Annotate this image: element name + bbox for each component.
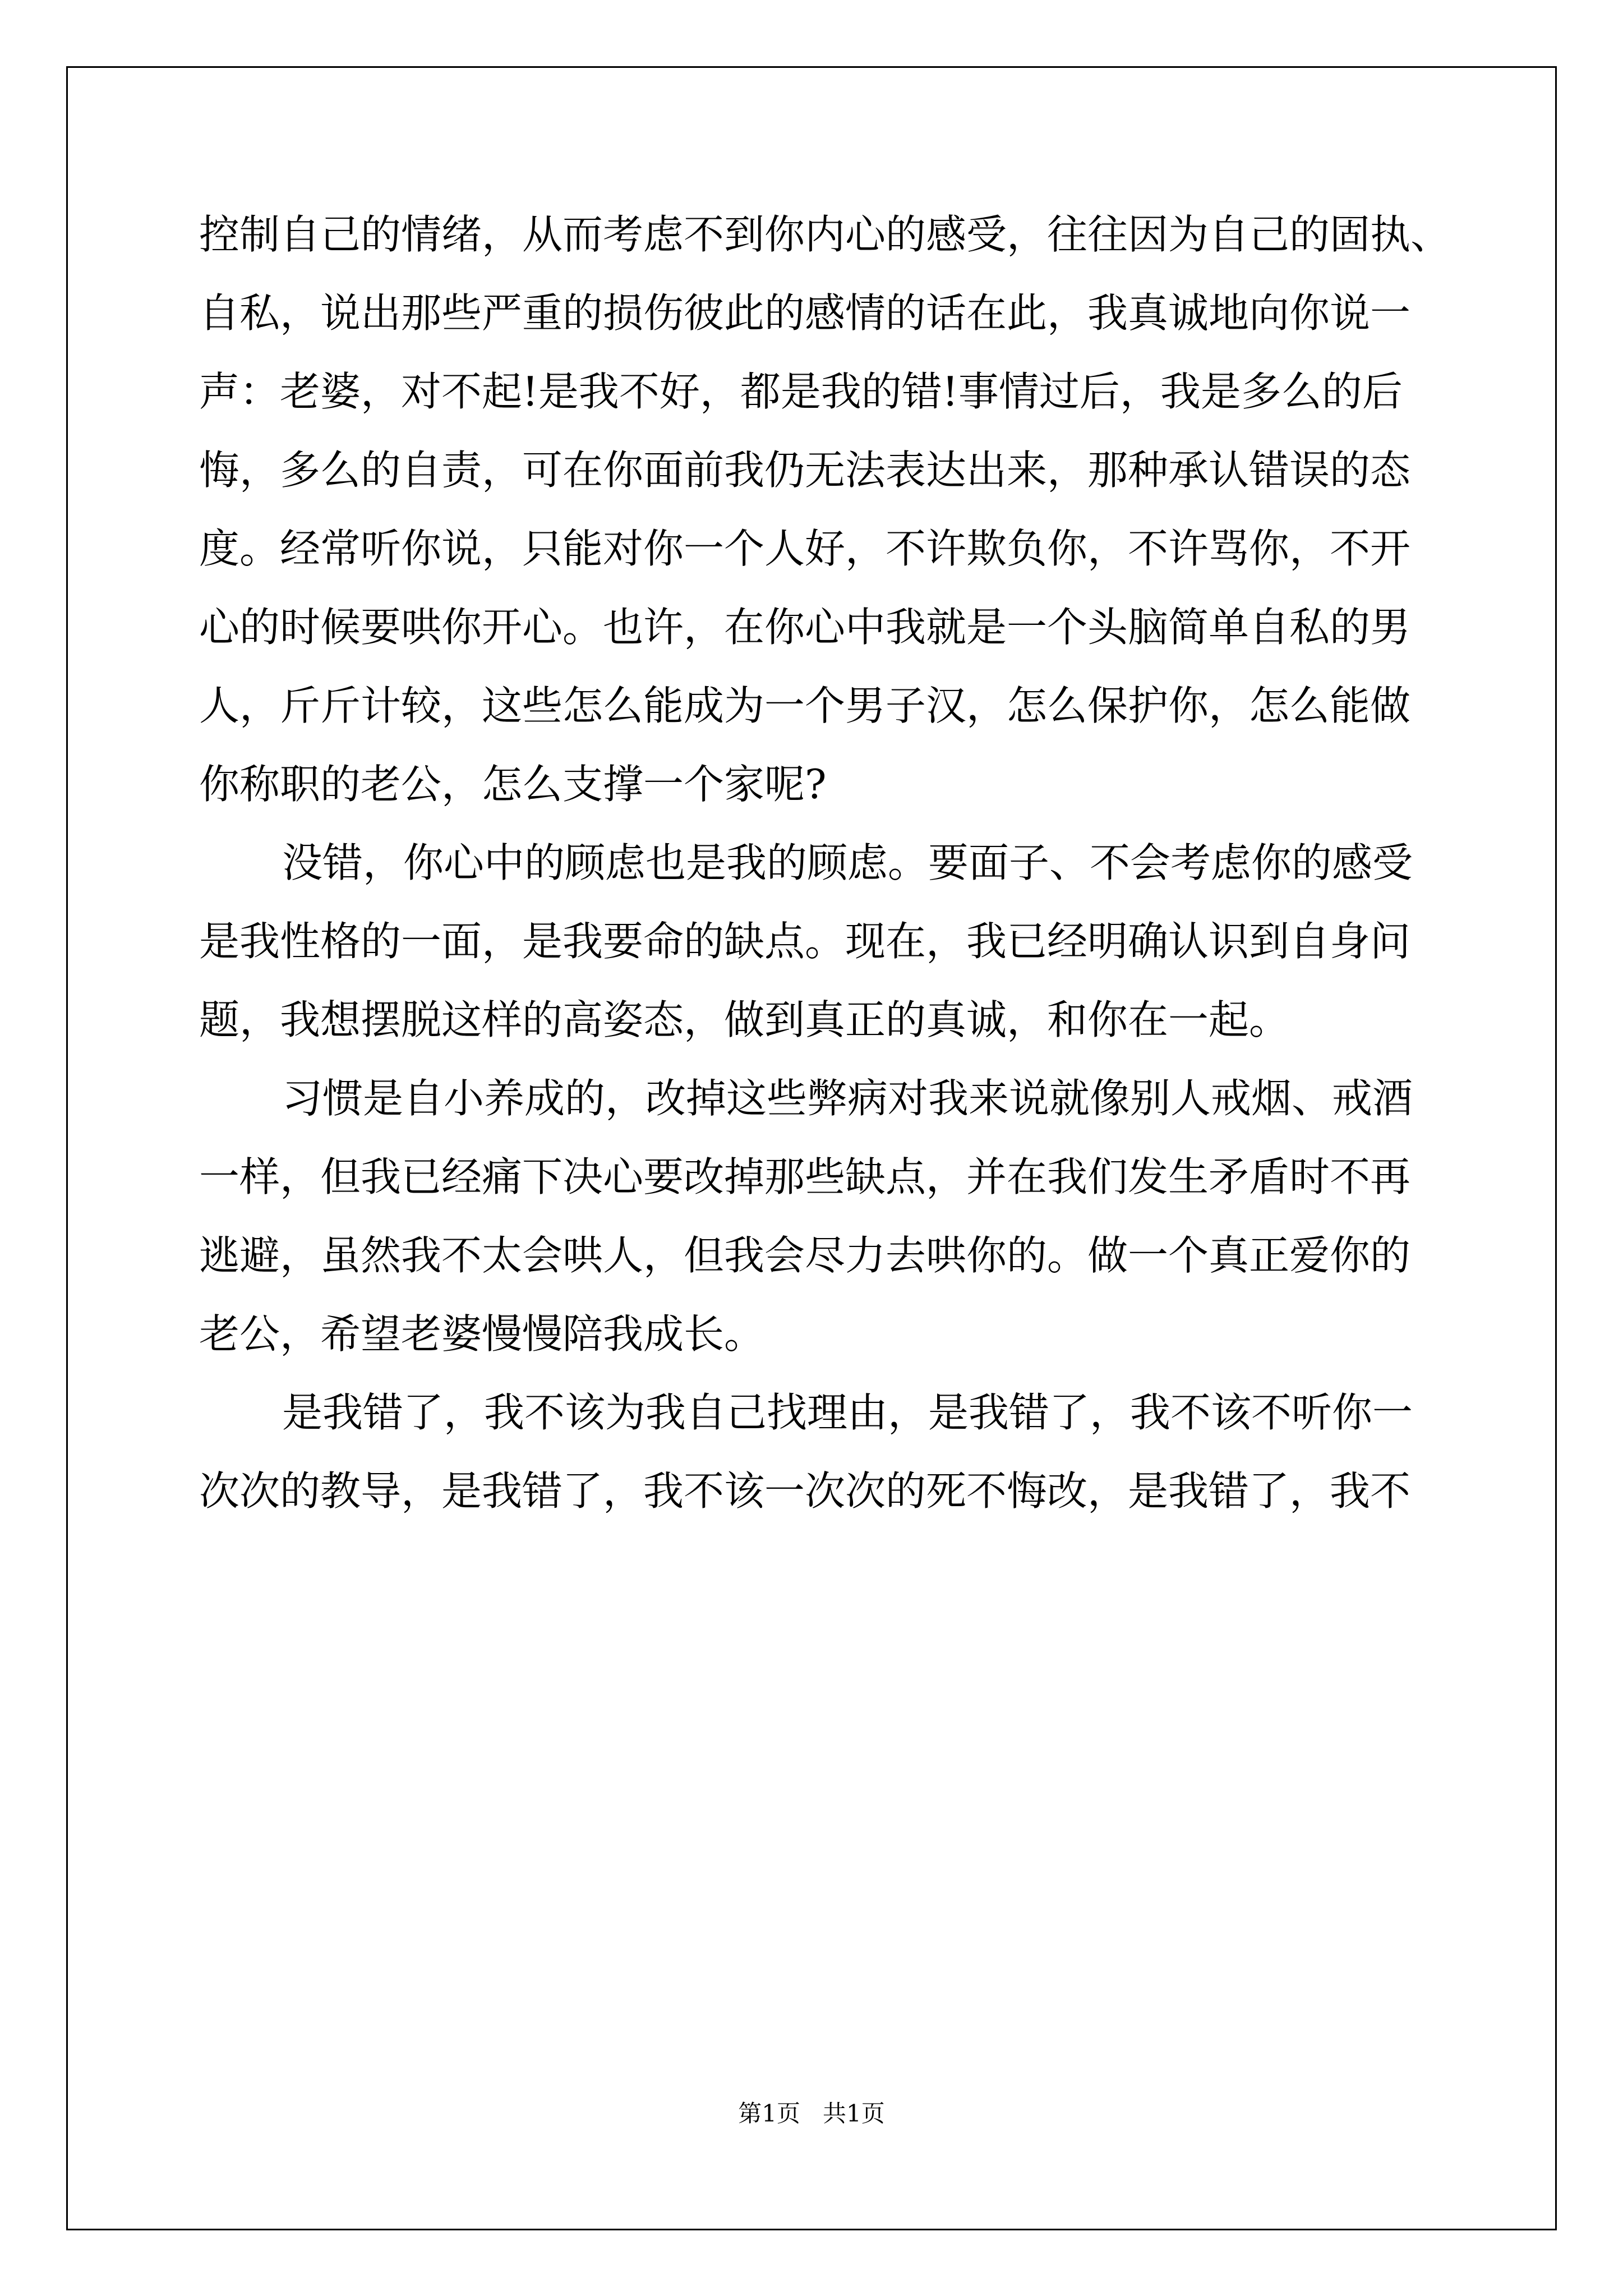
- paragraph-start-line: 没错，你心中的顾虑也是我的顾虑。要面子、不会考虑你的感受: [282, 839, 1413, 886]
- text-line: 逃避，虽然我不太会哄人，但我会尽力去哄你的。做一个真正爱你的: [199, 1232, 1411, 1279]
- text-line: 是我性格的一面，是我要命的缺点。现在，我已经明确认识到自身问: [199, 918, 1411, 965]
- text-line: 老公，希望老婆慢慢陪我成长。: [199, 1310, 765, 1358]
- text-line: 度。经常听你说，只能对你一个人好，不许欺负你，不许骂你，不开: [199, 525, 1411, 572]
- text-line: 悔，多么的自责，可在你面前我仍无法表达出来，那种承认错误的态: [199, 447, 1411, 494]
- text-line: 控制自己的情绪，从而考虑不到你内心的感受，往往因为自己的固执、: [199, 211, 1451, 258]
- text-line: 你称职的老公，怎么支撑一个家呢?: [199, 761, 827, 808]
- text-line: 自私，说出那些严重的损伤彼此的感情的话在此，我真诚地向你说一: [199, 289, 1411, 337]
- page-number: 第1页: [738, 2100, 800, 2127]
- text-line: 声：老婆，对不起!是我不好，都是我的错!事情过后，我是多么的后: [199, 368, 1403, 415]
- page-total: 共1页: [823, 2100, 885, 2127]
- text-line: 次次的教导，是我错了，我不该一次次的死不悔改，是我错了，我不: [199, 1467, 1411, 1515]
- page-footer: [0, 2101, 1623, 2126]
- text-line: 心的时候要哄你开心。也许，在你心中我就是一个头脑简单自私的男: [199, 604, 1411, 651]
- paragraph-start-line: 是我错了，我不该为我自己找理由，是我错了，我不该不听你一: [282, 1389, 1413, 1436]
- text-line: 人，斤斤计较，这些怎么能成为一个男子汉，怎么保护你，怎么能做: [199, 682, 1411, 729]
- text-line: 题，我想摆脱这样的高姿态，做到真正的真诚，和你在一起。: [199, 996, 1290, 1043]
- paragraph-start-line: 习惯是自小养成的，改掉这些弊病对我来说就像别人戒烟、戒酒: [282, 1075, 1413, 1122]
- text-line: 一样，但我已经痛下决心要改掉那些缺点，并在我们发生矛盾时不再: [199, 1153, 1411, 1200]
